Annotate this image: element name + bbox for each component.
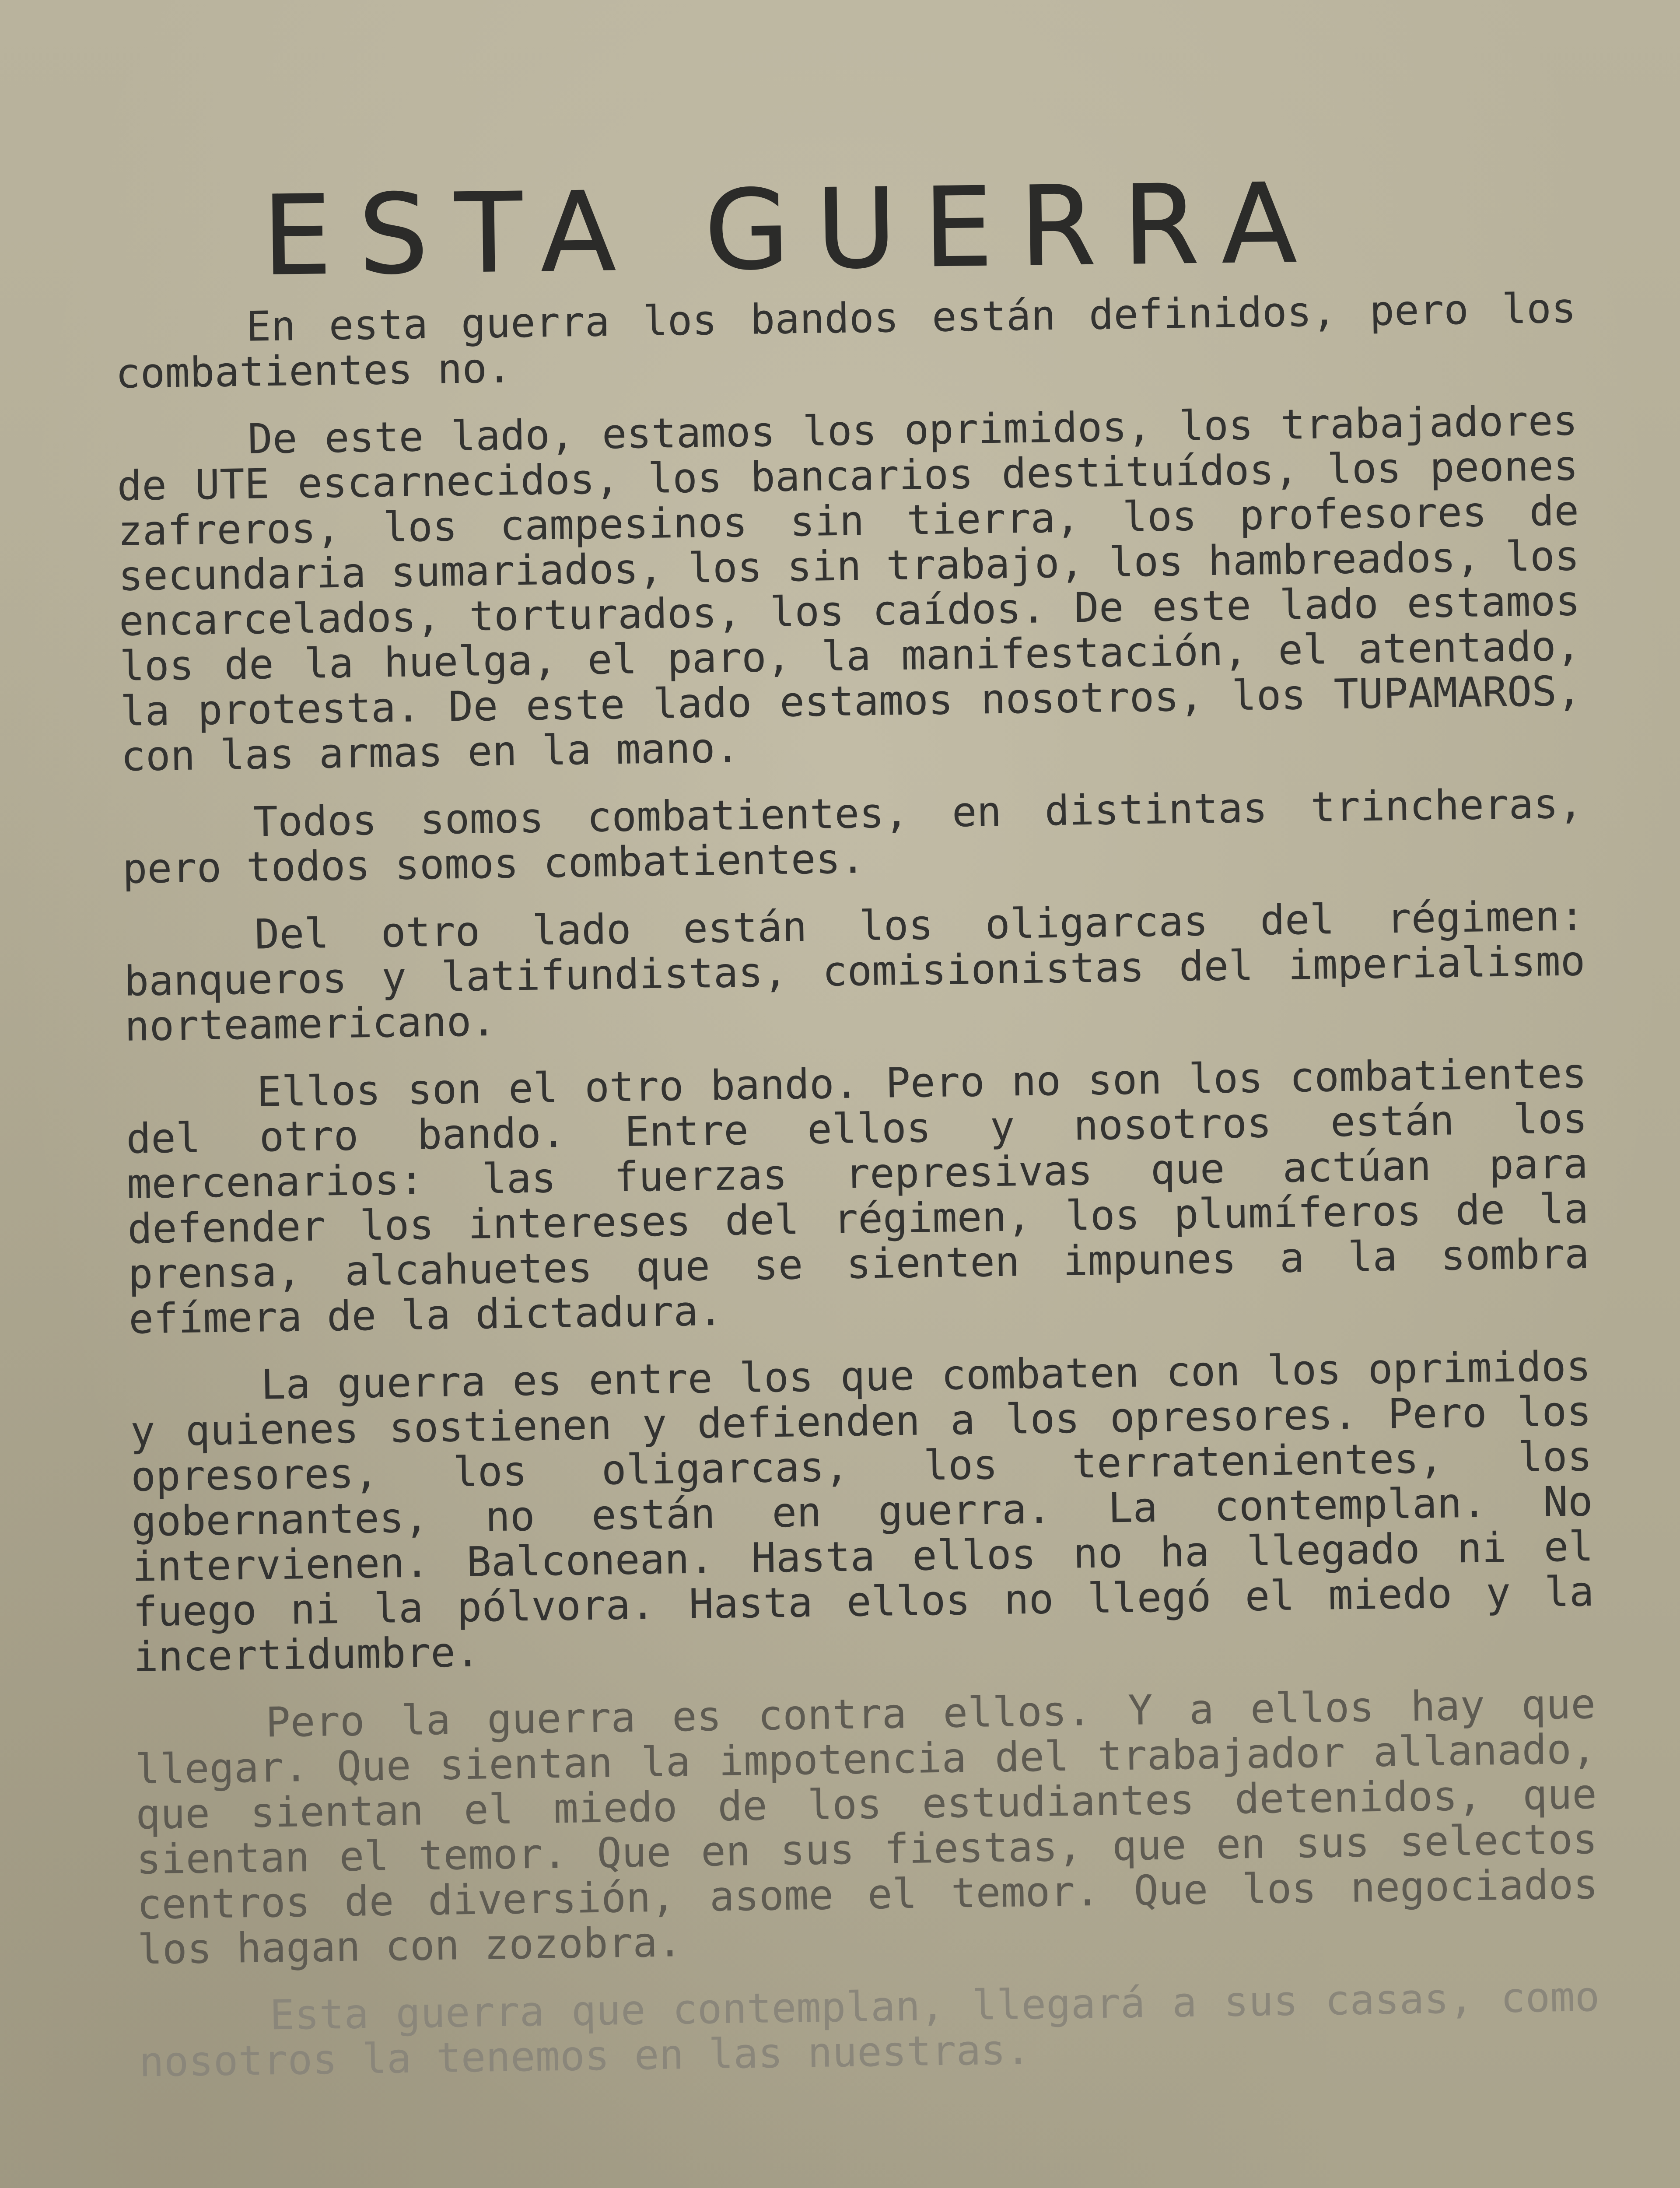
page-title: ESTA GUERRA [262,159,1325,300]
paragraph-2: De este lado, estamos los oprimidos, los trabajadores de UTE escarnecidos, los bancarios destituídos, los peones zafreros, los campesinos sin tierra, los profesores de secundaria sumariados, los sin trabajo, los hambreados, los encarcelados, torturados, los caídos. De este lado estamos los de la huelga, el paro, la manifestación, el atentado, la protesta. De este lado estamos nosotros, los TUPAMAROS, con las armas en la mano. [116,396,1606,781]
paragraph-4: Del otro lado están los oligarcas del régimen: banqueros y latifundistas, comisionistas del imperialismo norteamericano. [123,892,1610,1051]
paragraph-3: Todos somos combatientes, en distintas trincheras, pero todos somos combatientes. [122,779,1608,893]
body-text [115,284,1625,2107]
paragraph-5: Ellos son el otro bando. Pero no son los combatientes del otro bando. Entre ellos y nosotros están los mercenarios: las fuerzas represivas que actúan para defender los intereses del régimen, los plumíferos de la prensa, alcahuetes que se sienten impunes a la sombra efímera de la dictadura. [126,1049,1614,1343]
paragraph-7: Pero la guerra es contra ellos. Y a ellos hay que llegar. Que sientan la impotencia del trabajador allanado, que sientan el miedo de los estudiantes detenidos, que sientan el temor. Que en sus fiestas, que en sus selectos centros de diversión, asome el temor. Que los negociados los hagan con zozobra. [134,1680,1624,1974]
paragraph-6: La guerra es entre los que combaten con los oprimidos y quienes sostienen y defienden a los opresores. Pero los opresores, los oligarcas, los terratenientes, los gobernantes, no están en guerra. La contemplan. No intervienen. Balconean. Hasta ellos no ha llegado ni el fuego ni la pólvora. Hasta ellos no llegó el miedo y la incertidumbre. [130,1342,1619,1681]
paragraph-8: Esta guerra que contemplan, llegará a sus casas, como nosotros la tenemos en las nuestras. [139,1973,1625,2086]
paragraph-1: En esta guerra los bandos están definidos, pero los combatientes no. [115,284,1601,398]
